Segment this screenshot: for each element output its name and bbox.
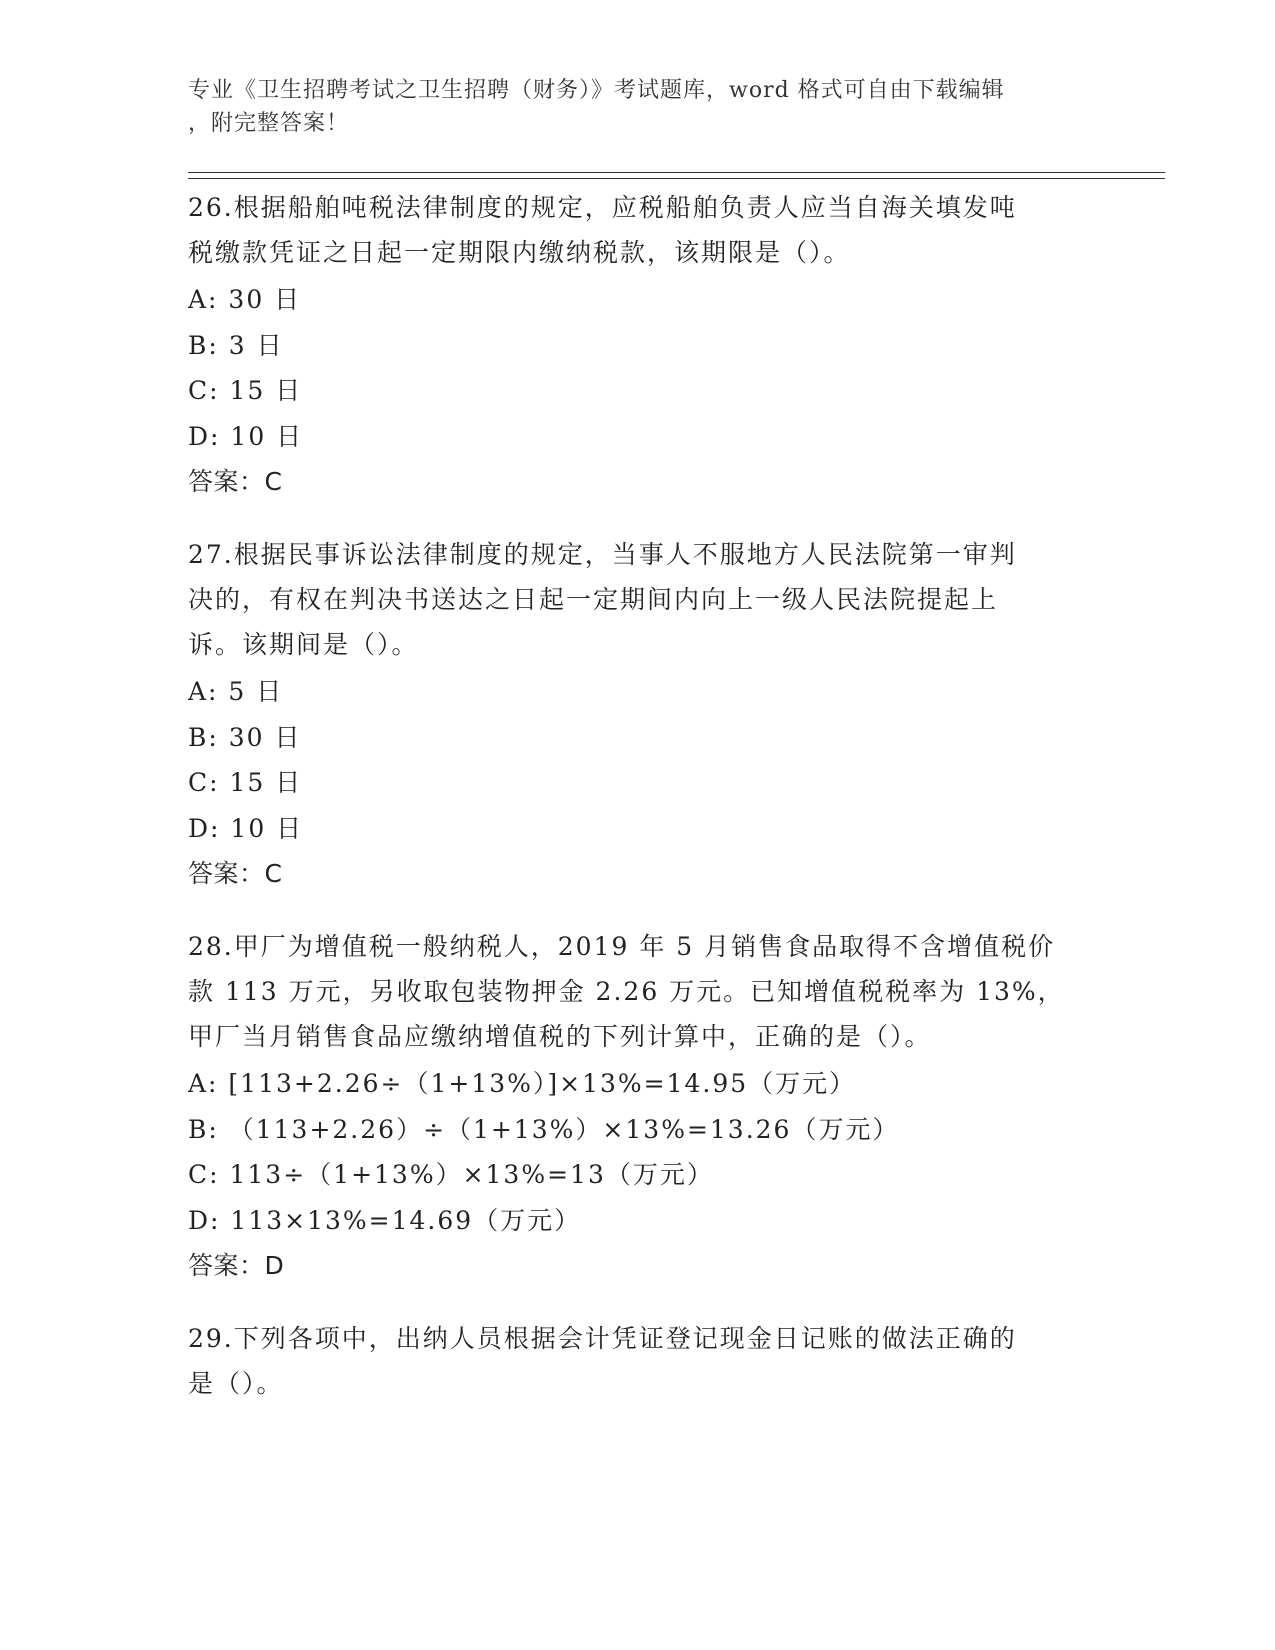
question-29 [188, 1316, 1088, 1408]
option-a: A: 5 日 [188, 677, 284, 706]
question-stem [188, 532, 1088, 667]
option-a: A: 30 日 [188, 285, 302, 314]
header-line-2: ，附完整答案！ [188, 111, 350, 136]
option-d: D: 10 日 [188, 813, 304, 843]
question-stem [188, 1316, 1088, 1406]
stem-line: 款 113 万元，另收取包装物押金 2.26 万元。已知增值税税率为 13%， [188, 977, 1065, 1006]
question-28 [188, 924, 1088, 1288]
stem-line: 26.根据船舶吨税法律制度的规定，应税船舶负责人应当自海关填发吨 [188, 193, 1017, 222]
stem-line: 29.下列各项中，出纳人员根据会计凭证登记现金日记账的做法正确的 [188, 1324, 1017, 1353]
option-d: D: 113×13%=14.69（万元） [188, 1205, 582, 1235]
option-b: B: （113+2.26）÷（1+13%）×13%=13.26（万元） [188, 1114, 900, 1144]
option-d: D: 10 日 [188, 421, 304, 451]
header-line-1: 专业《卫生招聘考试之卫生招聘（财务）》考试题库，word 格式可自由下载编辑 [188, 78, 1005, 103]
answer: 答案：D [188, 1251, 285, 1280]
option-c: C: 15 日 [188, 768, 303, 797]
stem-line: 是（）。 [188, 1369, 284, 1398]
question-27 [188, 532, 1088, 896]
question-stem [188, 924, 1088, 1059]
option-c: C: 15 日 [188, 376, 303, 405]
stem-line: 决的，有权在判决书送达之日起一定期间内向上一级人民法院提起上 [188, 585, 999, 614]
option-a: A: [113+2.26÷（1+13%）]×13%=14.95（万元） [188, 1069, 857, 1098]
header-rule-bottom [188, 178, 1165, 179]
stem-line: 诉。该期间是（）。 [188, 630, 419, 659]
stem-line: 27.根据民事诉讼法律制度的规定，当事人不服地方人民法院第一审判 [188, 540, 1017, 569]
document-header [188, 74, 1078, 140]
stem-line: 28.甲厂为增值税一般纳税人，2019 年 5 月销售食品取得不含增值税价 [188, 932, 1056, 961]
question-stem [188, 185, 1088, 275]
option-b: B: 3 日 [188, 330, 284, 360]
stem-line: 税缴款凭证之日起一定期限内缴纳税款，该期限是（）。 [188, 238, 851, 267]
header-rule-top [188, 172, 1165, 173]
stem-line: 甲厂当月销售食品应缴纳增值税的下列计算中，正确的是（）。 [188, 1022, 932, 1051]
option-b: B: 30 日 [188, 722, 302, 752]
answer: 答案：C [188, 467, 283, 496]
answer: 答案：C [188, 859, 283, 888]
question-26 [188, 185, 1088, 504]
option-c: C: 113÷（1+13%）×13%=13（万元） [188, 1160, 714, 1189]
